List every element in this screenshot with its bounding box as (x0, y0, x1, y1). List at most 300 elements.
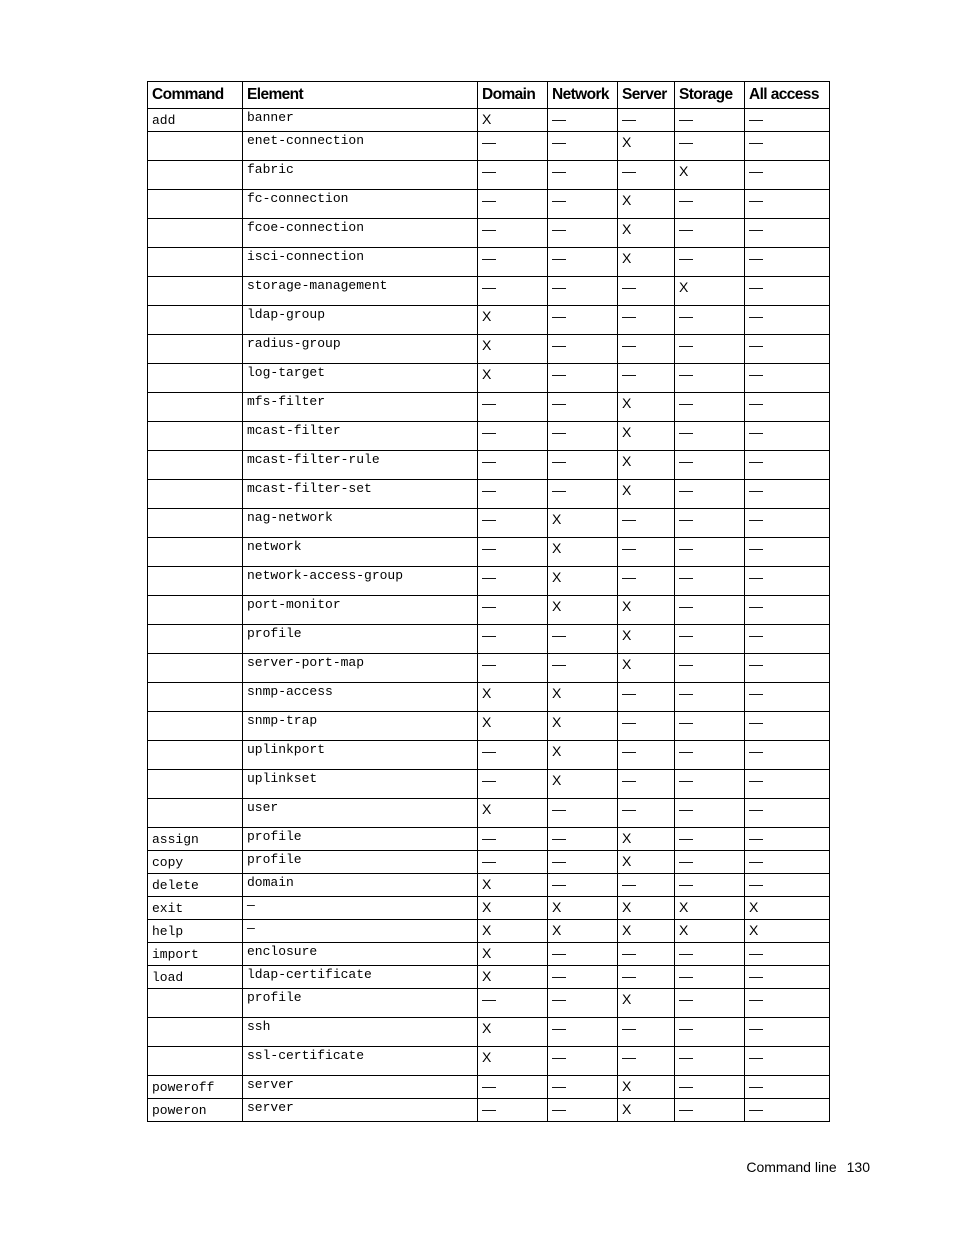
table-row (148, 712, 830, 741)
table-row (148, 161, 830, 190)
table-row (148, 1018, 830, 1047)
cell-command (148, 219, 243, 248)
cell-network: — (548, 828, 618, 851)
cell-storage: — (675, 625, 745, 654)
cell-storage: — (675, 132, 745, 161)
cell-server: X (618, 393, 675, 422)
cell-server: — (618, 161, 675, 190)
cell-element: radius-group (243, 335, 478, 364)
cell-storage: X (675, 920, 745, 943)
cell-element: mcast-filter (243, 422, 478, 451)
cell-storage: — (675, 828, 745, 851)
cell-domain: — (478, 277, 548, 306)
table-row (148, 920, 830, 943)
cell-storage: X (675, 897, 745, 920)
cell-storage: — (675, 943, 745, 966)
cell-storage: — (675, 1076, 745, 1099)
cell-command (148, 277, 243, 306)
cell-network: X (548, 596, 618, 625)
cell-element: server (243, 1076, 478, 1099)
cell-domain: — (478, 132, 548, 161)
table-row (148, 1047, 830, 1076)
cell-command: import (148, 943, 243, 966)
cell-command (148, 625, 243, 654)
table-row (148, 364, 830, 393)
cell-storage: — (675, 480, 745, 509)
cell-storage: — (675, 683, 745, 712)
cell-network: — (548, 306, 618, 335)
table-row (148, 897, 830, 920)
cell-all-access: — (745, 248, 830, 277)
cell-element: fcoe-connection (243, 219, 478, 248)
cell-all-access: — (745, 943, 830, 966)
cell-storage: — (675, 393, 745, 422)
cell-server: X (618, 480, 675, 509)
cell-all-access: — (745, 364, 830, 393)
cell-server: X (618, 451, 675, 480)
cell-all-access: — (745, 509, 830, 538)
cell-all-access: — (745, 109, 830, 132)
cell-storage: — (675, 567, 745, 596)
cell-command: delete (148, 874, 243, 897)
cell-network: — (548, 190, 618, 219)
cell-server: X (618, 422, 675, 451)
cell-domain: X (478, 966, 548, 989)
cell-all-access: — (745, 132, 830, 161)
cell-all-access: — (745, 480, 830, 509)
column-header-domain: Domain (478, 82, 548, 109)
cell-element: port-monitor (243, 596, 478, 625)
cell-network: — (548, 161, 618, 190)
cell-server: X (618, 1099, 675, 1122)
cell-storage: — (675, 538, 745, 567)
table-row (148, 422, 830, 451)
cell-command (148, 654, 243, 683)
cell-element: mfs-filter (243, 393, 478, 422)
cell-network: X (548, 920, 618, 943)
cell-domain: X (478, 897, 548, 920)
cell-server: X (618, 828, 675, 851)
cell-all-access: — (745, 828, 830, 851)
cell-command (148, 1047, 243, 1076)
cell-domain: — (478, 451, 548, 480)
cell-storage: — (675, 248, 745, 277)
cell-network: — (548, 422, 618, 451)
cell-server: — (618, 538, 675, 567)
cell-command: copy (148, 851, 243, 874)
cell-server: — (618, 943, 675, 966)
cell-server: X (618, 132, 675, 161)
column-header-command: Command (148, 82, 243, 109)
table-row (148, 966, 830, 989)
table-row (148, 248, 830, 277)
cell-command (148, 989, 243, 1018)
cell-command (148, 451, 243, 480)
cell-storage: — (675, 874, 745, 897)
table-row (148, 109, 830, 132)
cell-domain: — (478, 538, 548, 567)
cell-network: — (548, 654, 618, 683)
cell-domain: X (478, 335, 548, 364)
cell-storage: — (675, 1099, 745, 1122)
cell-element: uplinkport (243, 741, 478, 770)
table-row (148, 625, 830, 654)
cell-storage: — (675, 712, 745, 741)
cell-network: X (548, 897, 618, 920)
cell-domain: X (478, 943, 548, 966)
cell-server: — (618, 567, 675, 596)
cell-storage: — (675, 364, 745, 393)
cell-command (148, 161, 243, 190)
cell-storage: — (675, 596, 745, 625)
cell-all-access: — (745, 851, 830, 874)
cell-network: — (548, 625, 618, 654)
cell-element: mcast-filter-set (243, 480, 478, 509)
cell-domain: — (478, 161, 548, 190)
cell-domain: — (478, 625, 548, 654)
cell-server: — (618, 277, 675, 306)
cell-server: X (618, 920, 675, 943)
table-row (148, 567, 830, 596)
cell-command (148, 683, 243, 712)
table-row (148, 1076, 830, 1099)
cell-server: — (618, 966, 675, 989)
cell-element: fc-connection (243, 190, 478, 219)
table-row (148, 190, 830, 219)
cell-element: profile (243, 625, 478, 654)
cell-domain: — (478, 219, 548, 248)
cell-all-access: — (745, 1018, 830, 1047)
cell-network: — (548, 1018, 618, 1047)
cell-network: — (548, 393, 618, 422)
cell-storage: — (675, 1018, 745, 1047)
cell-server: — (618, 683, 675, 712)
cell-server: — (618, 770, 675, 799)
cell-all-access: X (745, 897, 830, 920)
cell-element: profile (243, 851, 478, 874)
cell-element: server-port-map (243, 654, 478, 683)
cell-element: log-target (243, 364, 478, 393)
cell-storage: X (675, 161, 745, 190)
cell-network: — (548, 943, 618, 966)
command-access-table (147, 81, 830, 1122)
cell-all-access: — (745, 683, 830, 712)
cell-network: — (548, 364, 618, 393)
cell-domain: X (478, 712, 548, 741)
table-row (148, 538, 830, 567)
cell-element: — (243, 920, 478, 943)
cell-element: isci-connection (243, 248, 478, 277)
cell-storage: — (675, 1047, 745, 1076)
cell-domain: X (478, 920, 548, 943)
cell-storage: — (675, 509, 745, 538)
cell-network: X (548, 538, 618, 567)
cell-domain: X (478, 1047, 548, 1076)
cell-network: — (548, 1047, 618, 1076)
table-row (148, 132, 830, 161)
cell-command (148, 480, 243, 509)
table-row (148, 770, 830, 799)
cell-element: ssl-certificate (243, 1047, 478, 1076)
table-row (148, 874, 830, 897)
cell-network: X (548, 712, 618, 741)
cell-element: profile (243, 828, 478, 851)
cell-storage: — (675, 451, 745, 480)
cell-storage: — (675, 306, 745, 335)
cell-command (148, 306, 243, 335)
cell-element: fabric (243, 161, 478, 190)
column-header-storage: Storage (675, 82, 745, 109)
cell-storage: — (675, 422, 745, 451)
cell-network: — (548, 451, 618, 480)
cell-command (148, 741, 243, 770)
cell-domain: — (478, 851, 548, 874)
table-row (148, 1099, 830, 1122)
cell-network: — (548, 851, 618, 874)
table-row (148, 335, 830, 364)
cell-element: profile (243, 989, 478, 1018)
cell-element: nag-network (243, 509, 478, 538)
cell-domain: — (478, 828, 548, 851)
cell-storage: — (675, 989, 745, 1018)
cell-network: — (548, 335, 618, 364)
cell-all-access: — (745, 277, 830, 306)
cell-all-access: — (745, 393, 830, 422)
cell-server: — (618, 335, 675, 364)
cell-all-access: X (745, 920, 830, 943)
cell-command (148, 770, 243, 799)
cell-all-access: — (745, 335, 830, 364)
cell-domain: X (478, 874, 548, 897)
table-row (148, 306, 830, 335)
cell-element: ldap-certificate (243, 966, 478, 989)
cell-all-access: — (745, 306, 830, 335)
cell-domain: — (478, 596, 548, 625)
cell-network: — (548, 1099, 618, 1122)
cell-element: — (243, 897, 478, 920)
cell-element: uplinkset (243, 770, 478, 799)
cell-command (148, 596, 243, 625)
cell-all-access: — (745, 625, 830, 654)
table-row (148, 741, 830, 770)
cell-storage: — (675, 799, 745, 828)
table-header-row (148, 82, 830, 109)
cell-all-access: — (745, 567, 830, 596)
cell-domain: — (478, 509, 548, 538)
cell-storage: — (675, 335, 745, 364)
cell-all-access: — (745, 1047, 830, 1076)
footer-section-title: Command line (746, 1159, 837, 1175)
table-row (148, 799, 830, 828)
cell-all-access: — (745, 770, 830, 799)
column-header-network: Network (548, 82, 618, 109)
cell-command (148, 248, 243, 277)
cell-server: X (618, 654, 675, 683)
column-header-server: Server (618, 82, 675, 109)
cell-command: assign (148, 828, 243, 851)
cell-all-access: — (745, 741, 830, 770)
cell-server: X (618, 219, 675, 248)
cell-server: — (618, 799, 675, 828)
cell-command (148, 190, 243, 219)
cell-server: — (618, 712, 675, 741)
cell-network: — (548, 966, 618, 989)
cell-command (148, 364, 243, 393)
table-row (148, 851, 830, 874)
cell-storage: — (675, 109, 745, 132)
cell-domain: — (478, 1099, 548, 1122)
cell-domain: X (478, 306, 548, 335)
cell-network: X (548, 683, 618, 712)
table-row (148, 989, 830, 1018)
cell-all-access: — (745, 161, 830, 190)
cell-network: — (548, 989, 618, 1018)
cell-network: X (548, 741, 618, 770)
cell-element: banner (243, 109, 478, 132)
cell-server: — (618, 306, 675, 335)
page-number: 130 (846, 1159, 870, 1175)
cell-domain: X (478, 799, 548, 828)
cell-element: ldap-group (243, 306, 478, 335)
cell-all-access: — (745, 1099, 830, 1122)
cell-storage: — (675, 770, 745, 799)
cell-server: X (618, 989, 675, 1018)
cell-network: X (548, 567, 618, 596)
cell-all-access: — (745, 422, 830, 451)
cell-server: — (618, 1018, 675, 1047)
cell-server: X (618, 190, 675, 219)
cell-element: snmp-access (243, 683, 478, 712)
table-row (148, 219, 830, 248)
cell-command (148, 335, 243, 364)
cell-network: X (548, 770, 618, 799)
cell-all-access: — (745, 1076, 830, 1099)
cell-domain: — (478, 770, 548, 799)
column-header-element: Element (243, 82, 478, 109)
cell-element: user (243, 799, 478, 828)
table-row (148, 828, 830, 851)
cell-command: load (148, 966, 243, 989)
cell-server: — (618, 741, 675, 770)
cell-all-access: — (745, 989, 830, 1018)
cell-command (148, 422, 243, 451)
cell-element: network (243, 538, 478, 567)
table-row (148, 480, 830, 509)
cell-command: poweroff (148, 1076, 243, 1099)
cell-element: mcast-filter-rule (243, 451, 478, 480)
cell-command (148, 799, 243, 828)
cell-network: X (548, 509, 618, 538)
cell-server: — (618, 874, 675, 897)
cell-domain: — (478, 567, 548, 596)
cell-server: — (618, 509, 675, 538)
cell-all-access: — (745, 596, 830, 625)
cell-storage: — (675, 219, 745, 248)
cell-storage: X (675, 277, 745, 306)
cell-storage: — (675, 741, 745, 770)
cell-domain: — (478, 989, 548, 1018)
cell-all-access: — (745, 451, 830, 480)
cell-network: — (548, 799, 618, 828)
cell-domain: — (478, 741, 548, 770)
column-header-all-access: All access (745, 82, 830, 109)
cell-server: X (618, 625, 675, 654)
cell-server: — (618, 109, 675, 132)
cell-all-access: — (745, 874, 830, 897)
cell-command (148, 132, 243, 161)
cell-domain: X (478, 109, 548, 132)
cell-element: enclosure (243, 943, 478, 966)
cell-domain: — (478, 480, 548, 509)
cell-all-access: — (745, 190, 830, 219)
cell-domain: X (478, 364, 548, 393)
table-row (148, 393, 830, 422)
cell-server: X (618, 596, 675, 625)
cell-command (148, 567, 243, 596)
cell-command: add (148, 109, 243, 132)
cell-element: network-access-group (243, 567, 478, 596)
cell-network: — (548, 1076, 618, 1099)
cell-element: enet-connection (243, 132, 478, 161)
cell-domain: — (478, 393, 548, 422)
table-row (148, 654, 830, 683)
table-row (148, 451, 830, 480)
cell-network: — (548, 109, 618, 132)
cell-all-access: — (745, 712, 830, 741)
cell-storage: — (675, 851, 745, 874)
cell-command (148, 538, 243, 567)
cell-domain: X (478, 1018, 548, 1047)
cell-network: — (548, 480, 618, 509)
cell-element: ssh (243, 1018, 478, 1047)
page-footer (746, 1159, 870, 1175)
cell-all-access: — (745, 538, 830, 567)
cell-all-access: — (745, 654, 830, 683)
cell-domain: — (478, 654, 548, 683)
cell-element: storage-management (243, 277, 478, 306)
cell-all-access: — (745, 966, 830, 989)
cell-storage: — (675, 190, 745, 219)
table-row (148, 596, 830, 625)
cell-domain: — (478, 190, 548, 219)
cell-domain: — (478, 248, 548, 277)
cell-element: domain (243, 874, 478, 897)
cell-all-access: — (745, 219, 830, 248)
cell-network: — (548, 874, 618, 897)
cell-server: X (618, 897, 675, 920)
cell-command (148, 509, 243, 538)
cell-command: poweron (148, 1099, 243, 1122)
table-row (148, 683, 830, 712)
table-row (148, 509, 830, 538)
cell-domain: X (478, 683, 548, 712)
cell-command (148, 393, 243, 422)
cell-command: help (148, 920, 243, 943)
table-body (148, 109, 830, 1122)
cell-server: X (618, 248, 675, 277)
cell-command (148, 712, 243, 741)
cell-command: exit (148, 897, 243, 920)
table-row (148, 277, 830, 306)
cell-command (148, 1018, 243, 1047)
cell-network: — (548, 219, 618, 248)
cell-all-access: — (745, 799, 830, 828)
cell-element: snmp-trap (243, 712, 478, 741)
cell-element: server (243, 1099, 478, 1122)
table-row (148, 943, 830, 966)
cell-server: — (618, 1047, 675, 1076)
cell-domain: — (478, 422, 548, 451)
